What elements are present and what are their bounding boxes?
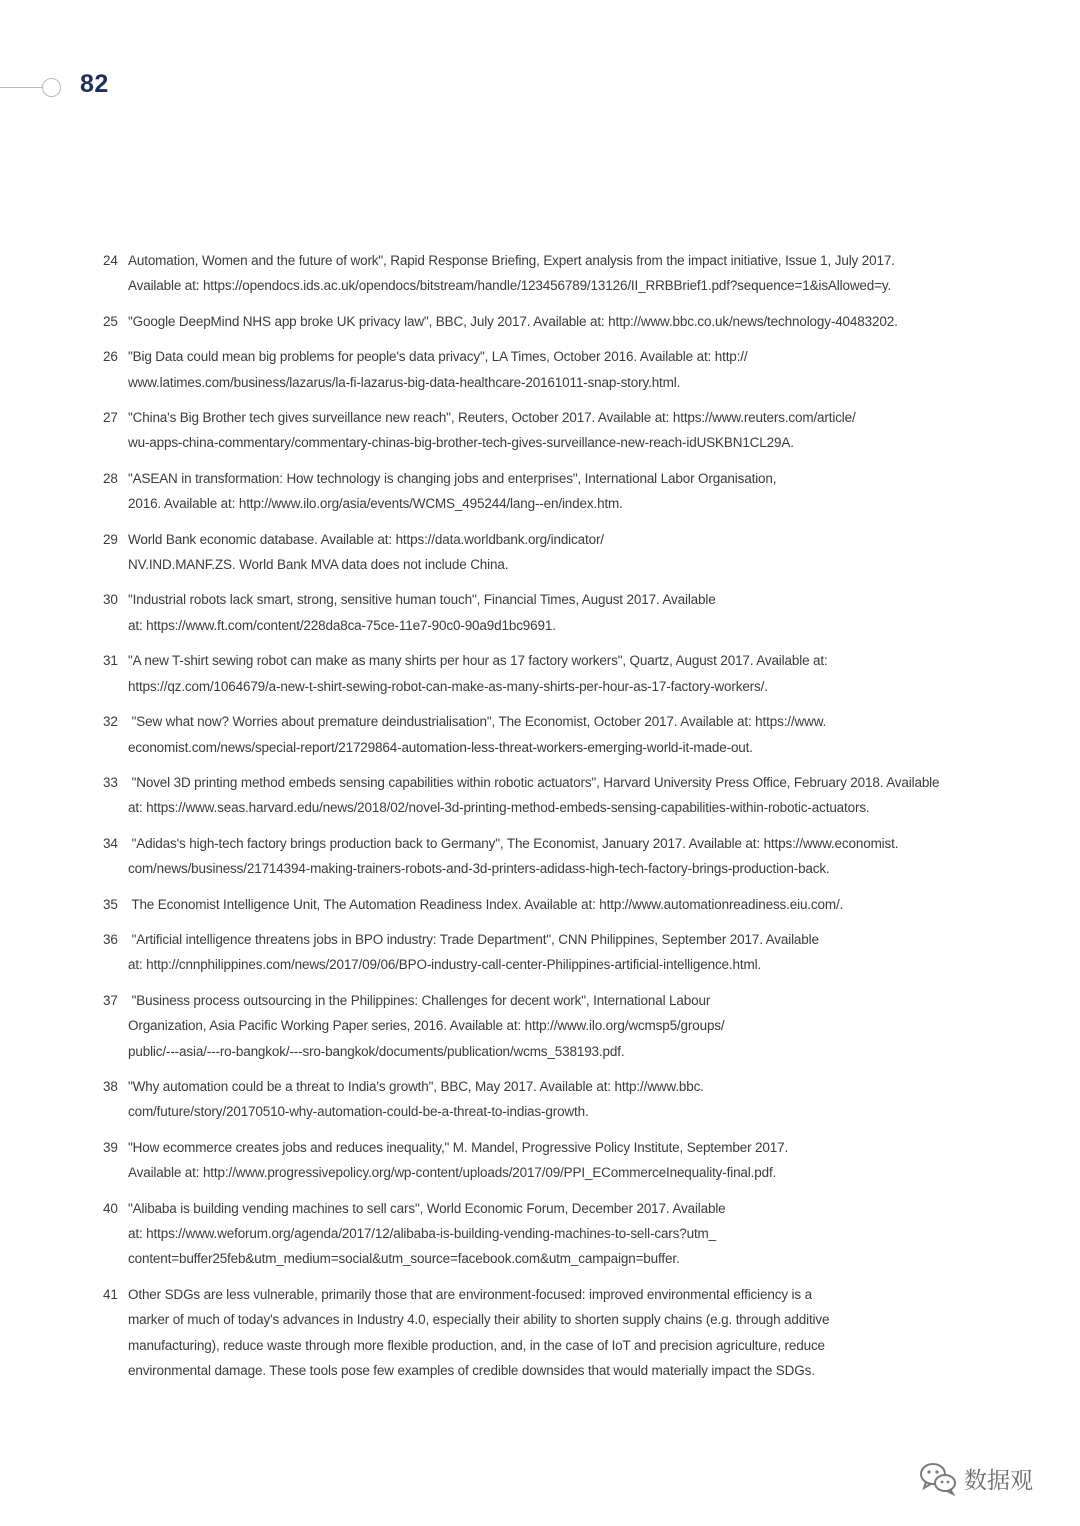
endnote-number: 33 bbox=[103, 774, 118, 790]
watermark-text: 数据观 bbox=[964, 1468, 1033, 1494]
endnote-number: 26 bbox=[103, 349, 118, 365]
endnote-number: 25 bbox=[103, 313, 118, 329]
endnote-38 bbox=[103, 1074, 983, 1125]
endnote-text: at: https://www.ft.com/content/228da8ca-75ce-11e7-90c0-90a9d1bc9691. bbox=[128, 617, 556, 633]
endnote-continuation-line bbox=[103, 1099, 983, 1124]
endnote-first-line bbox=[103, 648, 983, 673]
endnote-25 bbox=[103, 309, 983, 334]
endnote-continuation-line bbox=[103, 1160, 983, 1185]
endnote-40 bbox=[103, 1196, 983, 1272]
endnote-text: "How ecommerce creates jobs and reduces inequality," M. Mandel, Progressive Policy Institute, September 2017. bbox=[128, 1139, 789, 1155]
endnote-text: "Novel 3D printing method embeds sensing capabilities within robotic actuators", Harvard University Press Office, February 2018. Available bbox=[128, 774, 940, 790]
endnote-text: Other SDGs are less vulnerable, primarily those that are environment-focused: improved environmental efficiency is a bbox=[128, 1286, 812, 1302]
endnote-text: "Sew what now? Worries about premature deindustrialisation", The Economist, October 2017. Available at: https://www. bbox=[128, 714, 827, 730]
endnote-text: Organization, Asia Pacific Working Paper series, 2016. Available at: http://www.ilo.org/wcmsp5/groups/ bbox=[128, 1018, 725, 1034]
page-number-marker bbox=[0, 70, 160, 106]
endnote-text: "ASEAN in transformation: How technology is changing jobs and enterprises", International Labor Organisation, bbox=[128, 470, 777, 486]
endnote-30 bbox=[103, 587, 983, 638]
endnote-continuation-line bbox=[103, 1013, 983, 1038]
endnote-first-line bbox=[103, 1135, 983, 1160]
endnote-text: NV.IND.MANF.ZS. World Bank MVA data does not include China. bbox=[128, 557, 509, 573]
endnote-text: www.latimes.com/business/lazarus/la-fi-lazarus-big-data-healthcare-20161011-snap-story.html. bbox=[128, 374, 681, 390]
endnote-first-line bbox=[103, 344, 983, 369]
endnote-continuation-line bbox=[103, 552, 983, 577]
endnote-text: "Artificial intelligence threatens jobs in BPO industry: Trade Department", CNN Philippines, September 2017. Available bbox=[128, 931, 819, 947]
endnote-text: "A new T-shirt sewing robot can make as many shirts per hour as 17 factory workers", Quartz, August 2017. Available at: bbox=[128, 653, 828, 669]
endnote-number: 30 bbox=[103, 592, 118, 608]
endnote-27 bbox=[103, 405, 983, 456]
endnote-continuation-line bbox=[103, 952, 983, 977]
endnote-39 bbox=[103, 1135, 983, 1186]
endnote-34 bbox=[103, 831, 983, 882]
endnote-number: 24 bbox=[103, 253, 118, 268]
endnote-number: 27 bbox=[103, 410, 118, 426]
endnote-first-line bbox=[103, 309, 983, 334]
endnote-continuation-line bbox=[103, 273, 983, 298]
endnote-35 bbox=[103, 892, 983, 917]
endnote-first-line bbox=[103, 770, 983, 795]
endnote-41 bbox=[103, 1282, 983, 1384]
endnote-first-line bbox=[103, 1196, 983, 1221]
endnote-continuation-line bbox=[103, 430, 983, 455]
endnote-continuation-line bbox=[103, 856, 983, 881]
endnote-text: com/news/business/21714394-making-trainers-robots-and-3d-printers-adidass-high-tech-factory-brings-production-back. bbox=[128, 861, 830, 877]
endnote-29 bbox=[103, 527, 983, 578]
endnote-continuation-line bbox=[103, 1333, 983, 1358]
endnote-continuation-line bbox=[103, 674, 983, 699]
endnote-continuation-line bbox=[103, 370, 983, 395]
endnote-text: manufacturing), reduce waste through more flexible production, and, in the case of IoT and precision agriculture, reduce bbox=[128, 1337, 825, 1353]
endnote-text: marker of much of today's advances in Industry 4.0, especially their ability to shorten supply chains (e.g. through additive bbox=[128, 1312, 830, 1328]
endnote-number: 32 bbox=[103, 714, 118, 730]
endnote-37 bbox=[103, 988, 983, 1064]
endnote-number: 40 bbox=[103, 1200, 118, 1216]
endnote-number: 29 bbox=[103, 531, 118, 547]
endnote-text: The Economist Intelligence Unit, The Automation Readiness Index. Available at: http://www.automationreadiness.eiu.com/. bbox=[128, 896, 844, 912]
endnote-26 bbox=[103, 344, 983, 395]
endnote-number: 36 bbox=[103, 931, 118, 947]
endnote-text: "Business process outsourcing in the Philippines: Challenges for decent work", International Labour bbox=[128, 992, 711, 1008]
endnote-number: 31 bbox=[103, 653, 118, 669]
endnote-first-line bbox=[103, 892, 983, 917]
endnote-text: "Google DeepMind NHS app broke UK privacy law", BBC, July 2017. Available at: http://www.bbc.co.uk/news/technology-40483202. bbox=[128, 313, 898, 329]
endnote-32 bbox=[103, 709, 983, 760]
endnote-first-line bbox=[103, 927, 983, 952]
endnote-text: Automation, Women and the future of work", Rapid Response Briefing, Expert analysis from the impact initiative, Issue 1, July 2017. bbox=[128, 253, 895, 268]
endnote-text: Available at: http://www.progressivepolicy.org/wp-content/uploads/2017/09/PPI_ECommerceInequality-final.pdf. bbox=[128, 1165, 777, 1181]
endnote-first-line bbox=[103, 988, 983, 1013]
endnote-number: 37 bbox=[103, 992, 118, 1008]
endnote-continuation-line bbox=[103, 1221, 983, 1246]
page-marker-circle bbox=[42, 78, 61, 97]
endnote-number: 35 bbox=[103, 896, 118, 912]
endnote-number: 38 bbox=[103, 1078, 118, 1094]
endnote-text: "Big Data could mean big problems for people's data privacy", LA Times, October 2016. Available at: http:// bbox=[128, 349, 748, 365]
endnote-continuation-line bbox=[103, 1039, 983, 1064]
endnote-continuation-line bbox=[103, 795, 983, 820]
endnote-first-line bbox=[103, 405, 983, 430]
endnote-31 bbox=[103, 648, 983, 699]
endnote-text: environmental damage. These tools pose few examples of credible downsides that would materially impact the SDGs. bbox=[128, 1363, 815, 1379]
endnote-continuation-line bbox=[103, 613, 983, 638]
endnote-text: "Adidas's high-tech factory brings production back to Germany", The Economist, January 2017. Available at: https://www.economist. bbox=[128, 835, 899, 851]
endnote-text: at: http://cnnphilippines.com/news/2017/09/06/BPO-industry-call-center-Philippines-artificial-intelligence.html. bbox=[128, 957, 762, 973]
endnote-28 bbox=[103, 466, 983, 517]
endnote-first-line bbox=[103, 1074, 983, 1099]
endnote-24 bbox=[103, 248, 983, 299]
endnotes-list bbox=[103, 248, 983, 1393]
endnote-number: 34 bbox=[103, 835, 118, 851]
endnote-first-line bbox=[103, 1282, 983, 1307]
endnote-text: "Alibaba is building vending machines to sell cars", World Economic Forum, December 2017. Available bbox=[128, 1200, 726, 1216]
endnote-number: 28 bbox=[103, 470, 118, 486]
endnote-text: at: https://www.seas.harvard.edu/news/2018/02/novel-3d-printing-method-embeds-sensing-capabilities-within-robotic-actuators. bbox=[128, 800, 870, 816]
endnote-continuation-line bbox=[103, 735, 983, 760]
endnote-continuation-line bbox=[103, 1307, 983, 1332]
endnote-first-line bbox=[103, 466, 983, 491]
endnote-33 bbox=[103, 770, 983, 821]
endnote-text: public/---asia/---ro-bangkok/---sro-bangkok/documents/publication/wcms_538193.pdf. bbox=[128, 1043, 625, 1059]
endnote-number: 41 bbox=[103, 1286, 118, 1302]
endnote-text: com/future/story/20170510-why-automation-could-be-a-threat-to-indias-growth. bbox=[128, 1104, 589, 1120]
wechat-icon bbox=[918, 1460, 958, 1496]
endnote-36 bbox=[103, 927, 983, 978]
endnote-text: 2016. Available at: http://www.ilo.org/asia/events/WCMS_495244/lang--en/index.htm. bbox=[128, 496, 623, 512]
endnote-continuation-line bbox=[103, 491, 983, 516]
endnote-continuation-line bbox=[103, 1358, 983, 1383]
endnote-first-line bbox=[103, 587, 983, 612]
endnote-text: World Bank economic database. Available at: https://data.worldbank.org/indicator/ bbox=[128, 531, 604, 547]
endnote-text: "Why automation could be a threat to India's growth", BBC, May 2017. Available at: http://www.bbc. bbox=[128, 1078, 704, 1094]
endnote-first-line bbox=[103, 527, 983, 552]
endnote-text: at: https://www.weforum.org/agenda/2017/12/alibaba-is-building-vending-machines-to-sell-cars?utm_ bbox=[128, 1226, 717, 1241]
endnote-text: https://qz.com/1064679/a-new-t-shirt-sewing-robot-can-make-as-many-shirts-per-hour-as-17-factory-workers/. bbox=[128, 678, 768, 694]
endnote-text: economist.com/news/special-report/21729864-automation-less-threat-workers-emerging-world-it-made-out. bbox=[128, 739, 753, 755]
watermark bbox=[918, 1458, 1058, 1498]
page-number: 82 bbox=[80, 70, 109, 98]
endnote-first-line bbox=[103, 248, 983, 273]
endnote-text: "Industrial robots lack smart, strong, sensitive human touch", Financial Times, August 2017. Available bbox=[128, 592, 716, 608]
endnote-text: Available at: https://opendocs.ids.ac.uk/opendocs/bitstream/handle/123456789/13126/II_RRBBrief1.pdf?sequence=1&isAllowed=y. bbox=[128, 278, 892, 294]
endnote-first-line bbox=[103, 831, 983, 856]
page-marker-rule bbox=[0, 87, 44, 88]
endnote-text: "China's Big Brother tech gives surveillance new reach", Reuters, October 2017. Available at: https://www.reuters.com/article/ bbox=[128, 410, 856, 426]
endnote-first-line bbox=[103, 709, 983, 734]
endnote-text: content=buffer25feb&utm_medium=social&utm_source=facebook.com&utm_campaign=buffer. bbox=[128, 1251, 680, 1267]
endnote-text: wu-apps-china-commentary/commentary-chinas-big-brother-tech-gives-surveillance-new-reach-idUSKBN1CL29A. bbox=[128, 435, 794, 451]
endnote-number: 39 bbox=[103, 1139, 118, 1155]
endnote-continuation-line bbox=[103, 1246, 983, 1271]
